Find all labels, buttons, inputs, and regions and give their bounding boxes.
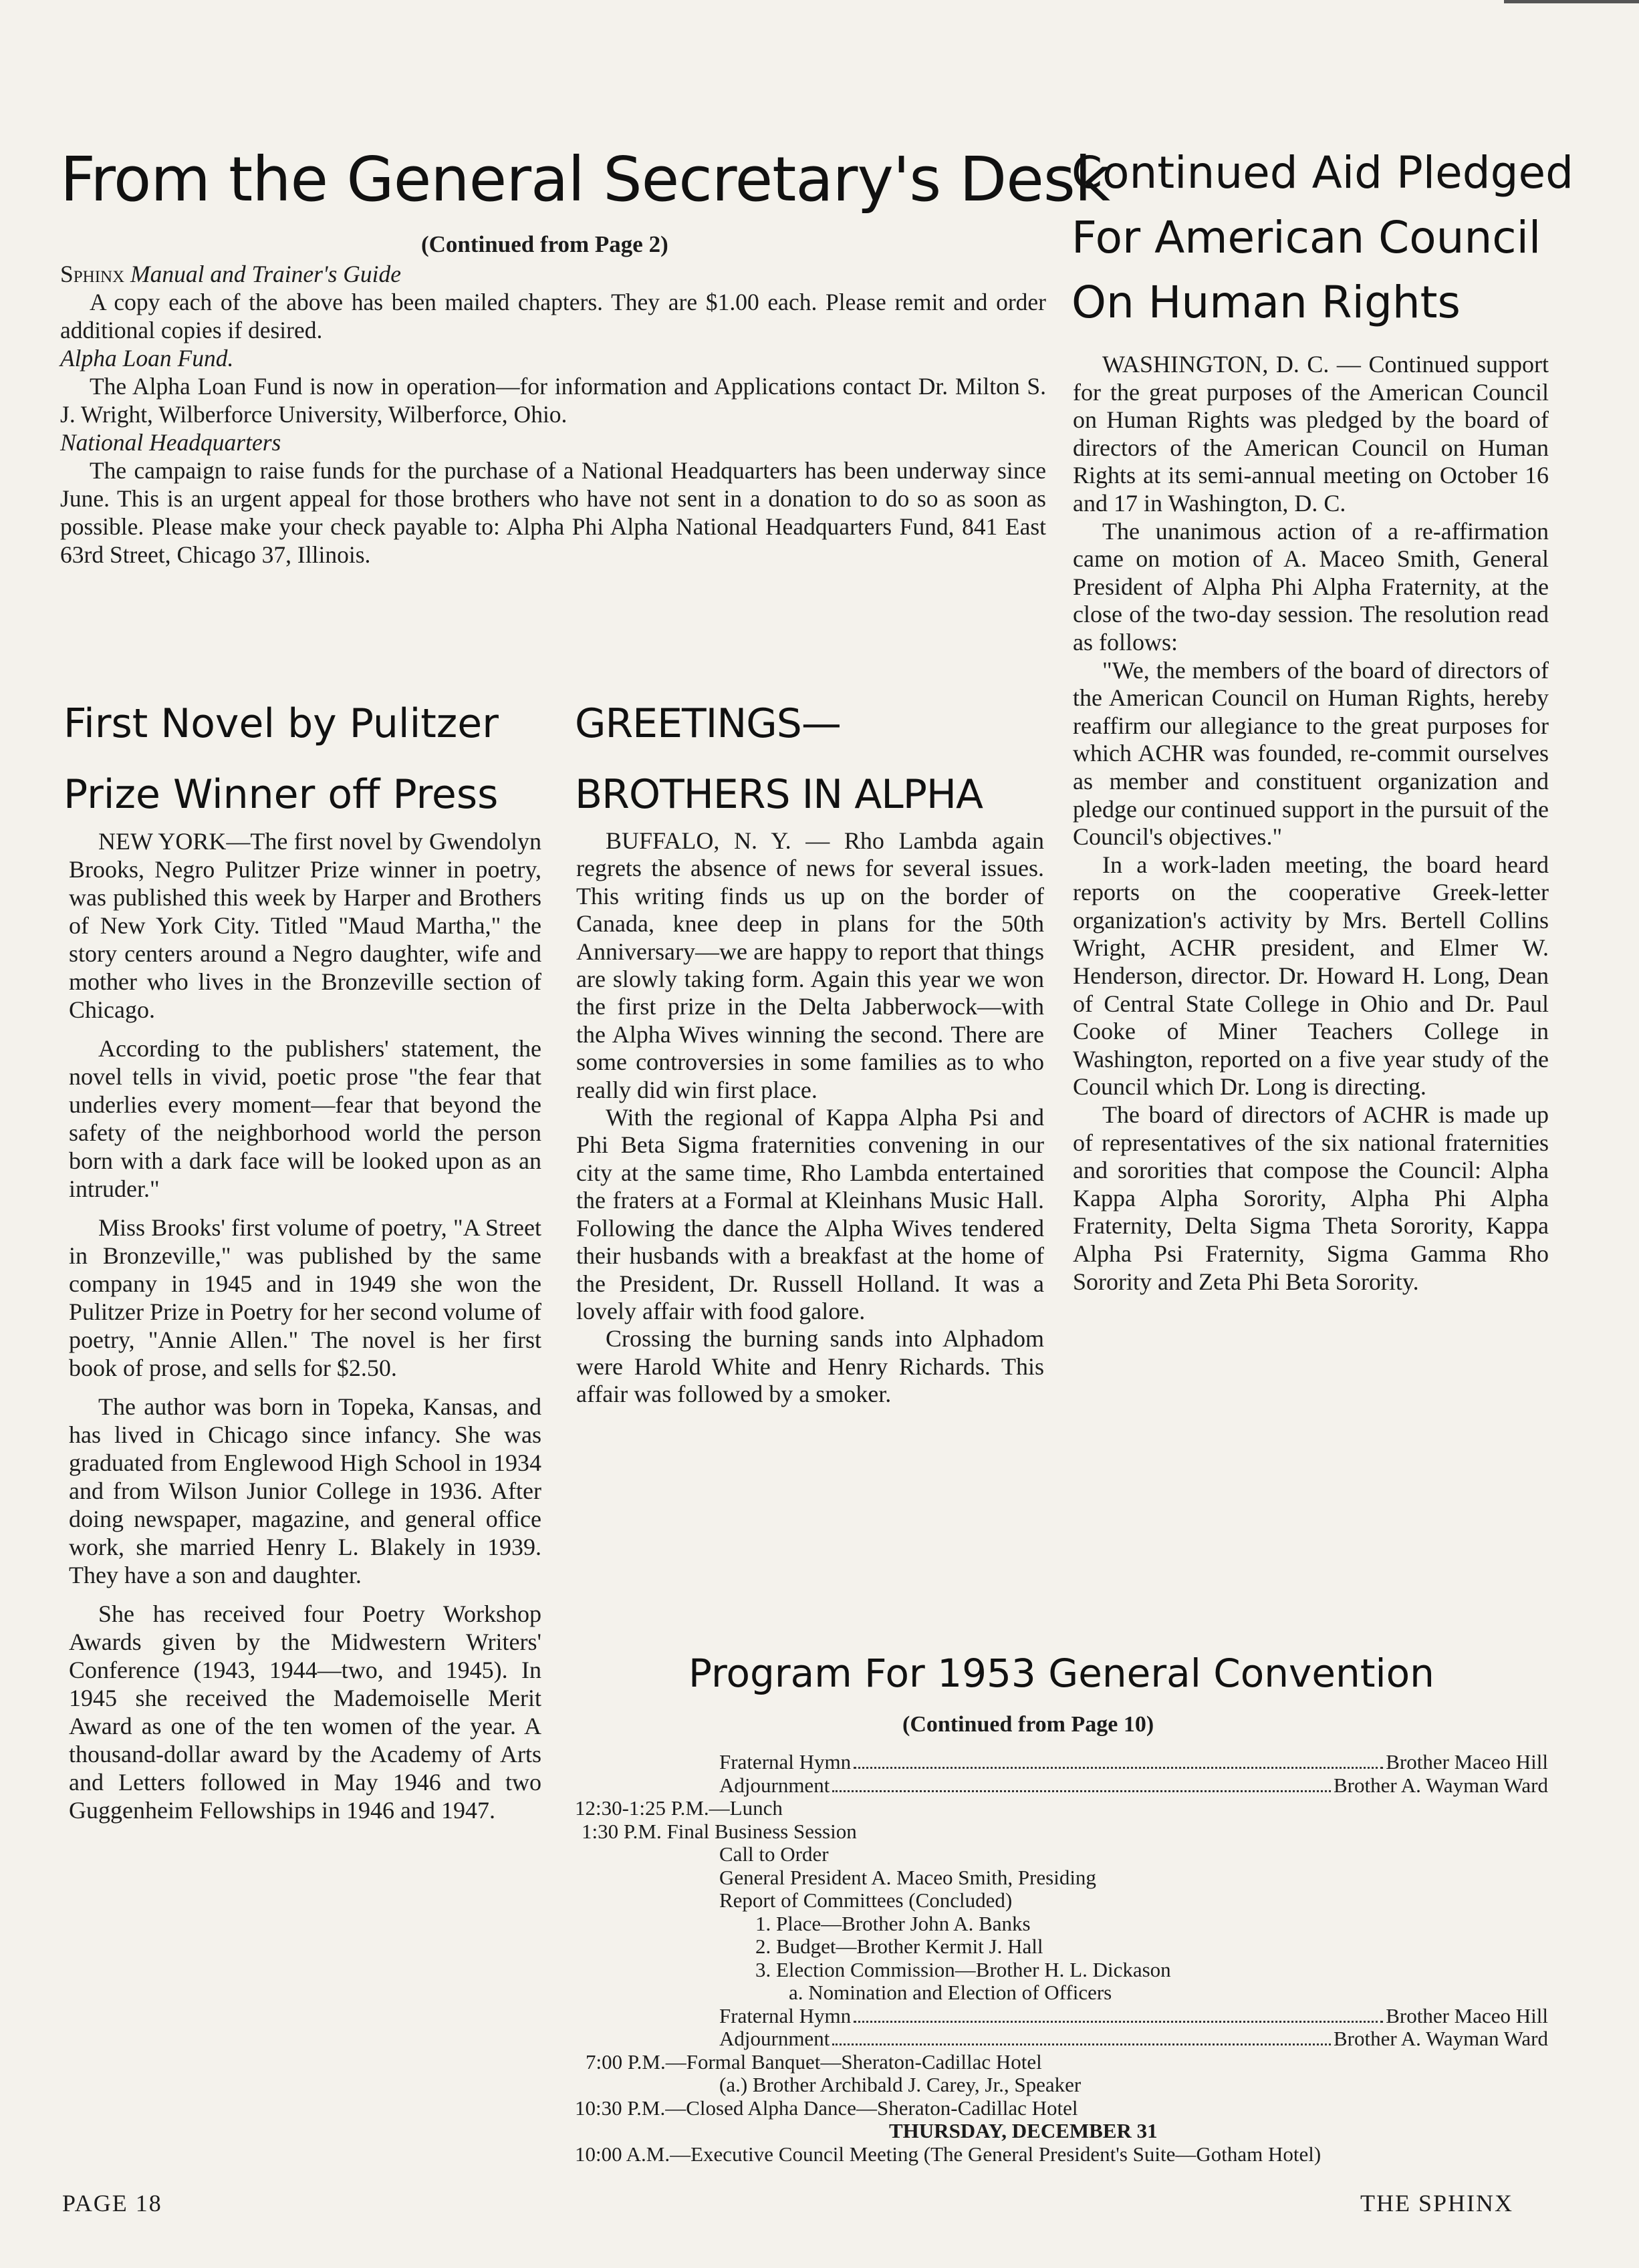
greetings-paragraph: With the regional of Kappa Alpha Psi and Phi Beta Sigma fraternities convening in our city at the same time, Rho Lambda entertained the fraters at a Formal at Kleinhans Music Hall. Following the dance the Alpha Wives tendered their husbands with a breakfast at the home of the President, Dr. Russell Holland. It was a lovely affair with food galore.: [576, 1104, 1044, 1324]
greetings-paragraph: BUFFALO, N. Y. — Rho Lambda again regrets the absence of news for several issues. This writing finds us up on the border of Canada, knee deep in plans for the 50th Anniversary—we are happy to report that things are slowly taking form. Again this year we won the first prize in the Delta Jabberwock—with the Alpha Wives winning the second. There are some controversies in some families as to who really did win first place.: [576, 827, 1044, 1103]
hq-heading: National Headquarters: [60, 429, 281, 456]
aid-title-line: On Human Rights: [1071, 277, 1461, 328]
program-line: 2. Budget—Brother Kermit J. Hall: [755, 1935, 1043, 1958]
novel-article: [69, 827, 541, 1835]
greetings-title: [575, 688, 983, 830]
aid-paragraph: The unanimous action of a re-affirmation came on motion of A. Maceo Smith, General President of Alpha Phi Alpha Fraternity, at the close of the two-day session. The resolution read as follows:: [1073, 517, 1549, 656]
leader-dots: [832, 1790, 1331, 1792]
manual-heading-sphinx: Sphinx: [60, 261, 125, 287]
program-continued: (Continued from Page 10): [902, 1712, 1154, 1737]
secretary-title: From the General Secretary's Desk: [60, 144, 1110, 215]
hq-body: The campaign to raise funds for the purchase of a National Headquarters has been underway since June. This is an urgent appeal for those brothers who have not sent in a donation to do so as soon as possible. Please make your check payable to: Alpha Phi Alpha National Headquarters Fund, 841 East 63rd Street, Chicago 37, Illinois.: [60, 457, 1046, 568]
page-number: PAGE 18: [62, 2190, 162, 2217]
novel-paragraph: She has received four Poetry Workshop Awards given by the Midwestern Writers' Conference (1943, 1944—two, and 1945). In 1945 she received the Mademoiselle Merit Award as one of the ten women of the year. A thousand-dollar award by the Academy of Arts and Letters followed in May 1946 and two Guggenheim Fellowships in 1946 and 1947.: [69, 1600, 541, 1824]
program-line: 7:00 P.M.—Formal Banquet—Sheraton-Cadillac Hotel: [586, 2049, 1042, 2074]
loan-heading: Alpha Loan Fund.: [60, 345, 234, 372]
program-item: Fraternal Hymn: [719, 1750, 852, 1774]
program-person: Brother A. Wayman Ward: [1333, 1773, 1548, 1797]
aid-title: [1071, 140, 1573, 335]
scan-edge-line: [1504, 0, 1639, 3]
manual-body: A copy each of the above has been mailed chapters. They are $1.00 each. Please remit and order additional copies if desired.: [60, 289, 1046, 343]
novel-paragraph: NEW YORK—The first novel by Gwendolyn Brooks, Negro Pulitzer Prize winner in poetry, was published this week by Harper and Brothers of New York City. Titled "Maud Martha," the story centers around a Negro daughter, wife and mother who lives in the Bronzeville section of Chicago.: [69, 828, 541, 1023]
manual-heading: [60, 260, 1046, 288]
aid-title-line: Continued Aid Pledged: [1071, 147, 1574, 198]
greetings-title-line: GREETINGS—: [575, 700, 841, 747]
aid-paragraph: In a work-laden meeting, the board heard reports on the cooperative Greek-letter organization's activity by Mrs. Bertell Collins Wright, ACHR president, and Elmer W. Henderson, director. Dr. Howard H. Long, Dean of Central State College in Ohio and Dr. Paul Cooke of Miner Teachers College in Washington, reported on a five year study of the Council which Dr. Long is directing.: [1073, 851, 1549, 1101]
aid-paragraph: "We, the members of the board of directors of the American Council on Human Rights, hereby reaffirm our allegiance to the great purposes for which ACHR was founded, re-commit ourselves as member and constituent organization and pledge our continued support in the pursuit of the Council's objectives.": [1073, 656, 1549, 851]
leader-dots: [854, 2021, 1383, 2023]
secretary-continued: (Continued from Page 2): [421, 231, 668, 257]
program-item: Adjournment: [719, 2027, 830, 2050]
aid-title-line: For American Council: [1071, 212, 1541, 263]
novel-title-line: First Novel by Pulitzer: [64, 700, 499, 747]
program-day-heading: THURSDAY, DECEMBER 31: [889, 2119, 1158, 2142]
program-title: Program For 1953 General Convention: [688, 1651, 1434, 1696]
program-row: [719, 1751, 1548, 1774]
program-line: 12:30-1:25 P.M.—Lunch: [575, 1796, 783, 1820]
program-line: 1. Place—Brother John A. Banks: [755, 1911, 1031, 1935]
aid-paragraph: WASHINGTON, D. C. — Continued support for the great purposes of the American Council on Human Rights was pledged by the board of directors of the American Council on Human Rights at its semi-annual meeting on October 16 and 17 in Washington, D. C.: [1073, 351, 1549, 517]
program-row: [719, 2005, 1548, 2028]
aid-article: [1073, 351, 1549, 1296]
program-item: Adjournment: [719, 1773, 830, 1797]
program-person: Brother A. Wayman Ward: [1333, 2027, 1548, 2050]
greetings-title-line: BROTHERS IN ALPHA: [575, 771, 983, 818]
program-row: [719, 2027, 1548, 2051]
program-item: Fraternal Hymn: [719, 2003, 852, 2027]
program-line: General President A. Maceo Smith, Presiding: [719, 1865, 1096, 1889]
leader-dots: [854, 1767, 1383, 1769]
publication-name: THE SPHINX: [1360, 2190, 1514, 2217]
loan-body: The Alpha Loan Fund is now in operation—for information and Applications contact Dr. Milton S. J. Wright, Wilberforce University, Wilberforce, Ohio.: [60, 373, 1046, 428]
novel-paragraph: According to the publishers' statement, the novel tells in vivid, poetic prose "the fear that underlies every moment—fear that beyond the safety of the neighborhood world the person born with a dark face will be looked upon as an intruder.": [69, 1035, 541, 1202]
program-line: a. Nomination and Election of Officers: [789, 1981, 1112, 2004]
program-row: [719, 1774, 1548, 1798]
secretary-article: [60, 231, 1046, 569]
program-list: [575, 1751, 1551, 2166]
novel-paragraph: Miss Brooks' first volume of poetry, "A Street in Bronzeville," was published by the same company in 1945 and in 1949 she won the Pulitzer Prize in Poetry for her second volume of poetry, "Annie Allen." The novel is her first book of prose, and sells for $2.50.: [69, 1214, 541, 1381]
manual-heading-title: Manual and Trainer's Guide: [130, 261, 402, 287]
program-line: 1:30 P.M. Final Business Session: [582, 1819, 857, 1843]
program-line: 10:00 A.M.—Executive Council Meeting (The General President's Suite—Gotham Hotel): [575, 2142, 1321, 2166]
novel-title-line: Prize Winner off Press: [64, 771, 499, 818]
aid-paragraph: The board of directors of ACHR is made up of representatives of the six national fraternities and sororities that compose the Council: Alpha Kappa Alpha Sorority, Alpha Phi Alpha Fraternity, Delta Sigma Theta Sorority, Kappa Alpha Psi Fraternity, Sigma Gamma Rho Sorority and Zeta Phi Beta Sorority.: [1073, 1101, 1549, 1295]
program-line: 10:30 P.M.—Closed Alpha Dance—Sheraton-Cadillac Hotel: [575, 2096, 1078, 2120]
program-line: (a.) Brother Archibald J. Carey, Jr., Speaker: [719, 2073, 1082, 2096]
novel-title: [64, 688, 499, 830]
novel-paragraph: The author was born in Topeka, Kansas, and has lived in Chicago since infancy. She was graduated from Englewood High School in 1934 and from Wilson Junior College in 1936. After doing newspaper, magazine, and general office work, she married Henry L. Blakely in 1939. They have a son and daughter.: [69, 1393, 541, 1588]
program-person: Brother Maceo Hill: [1386, 1750, 1548, 1774]
greetings-paragraph: Crossing the burning sands into Alphadom were Harold White and Henry Richards. This affair was followed by a smoker.: [576, 1325, 1044, 1408]
program-line: Call to Order: [719, 1842, 829, 1866]
greetings-article: [576, 827, 1044, 1409]
program-line: Report of Committees (Concluded): [719, 1888, 1013, 1912]
program-line: 3. Election Commission—Brother H. L. Dickason: [755, 1957, 1171, 1981]
program-person: Brother Maceo Hill: [1386, 2003, 1548, 2027]
leader-dots: [832, 2043, 1331, 2045]
